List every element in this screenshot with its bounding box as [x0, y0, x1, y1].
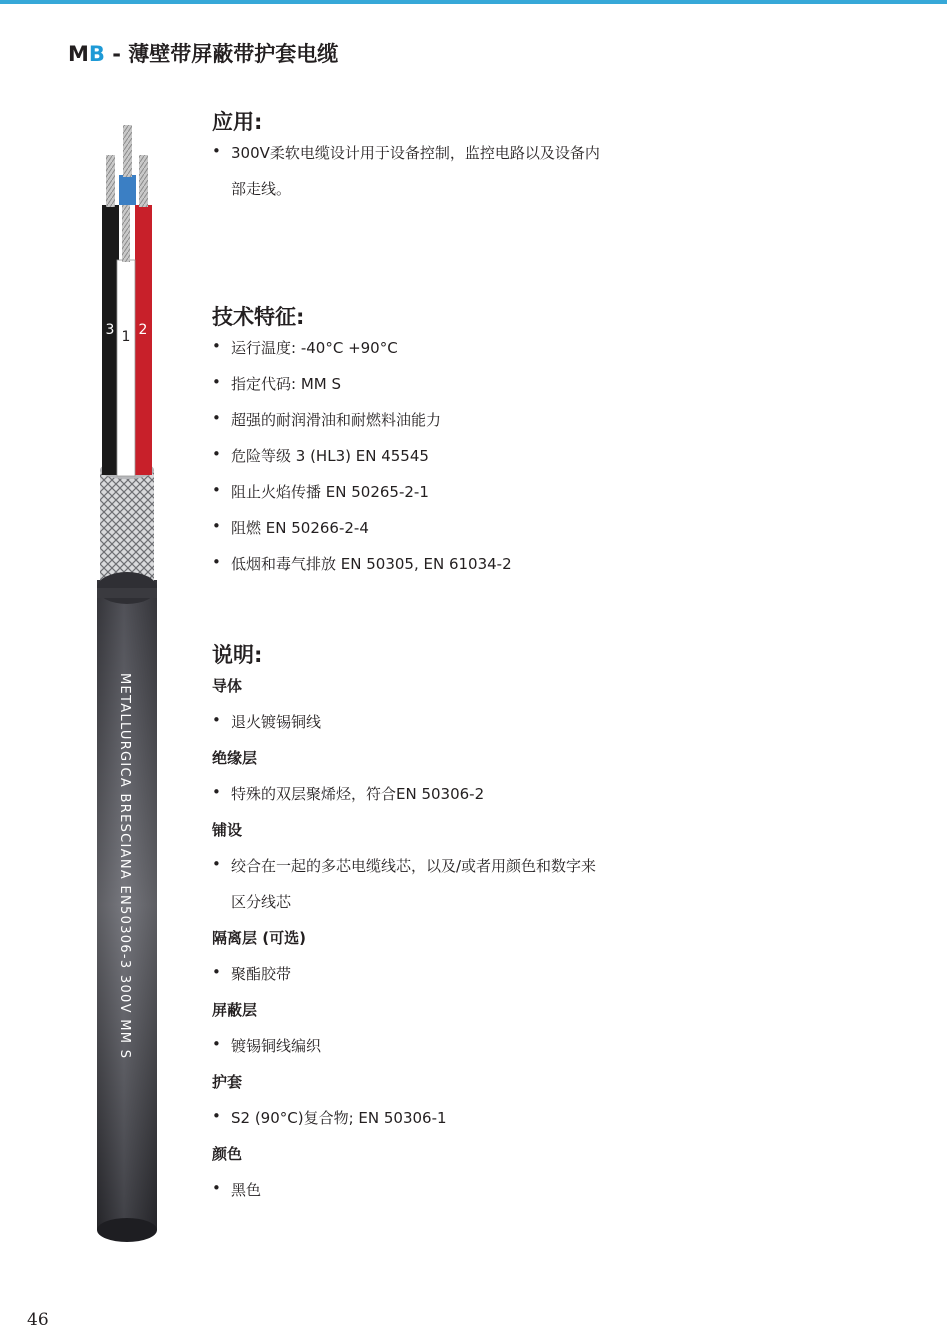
core-label-1: 1: [121, 329, 131, 345]
core-blue: [119, 125, 136, 205]
list-item-text: 特殊的双层聚烯烃，符合EN 50306-2: [231, 785, 485, 803]
laying-label: 铺设: [212, 821, 243, 839]
color-label: 颜色: [212, 1145, 243, 1163]
braid-screen: [97, 461, 157, 604]
insulation-label: 绝缘层: [212, 749, 258, 767]
list-item-text: 危险等级 3 (HL3) EN 45545: [231, 447, 429, 465]
bullet: •: [212, 855, 221, 873]
conductor-label: 导体: [212, 677, 243, 695]
page-number: 46: [27, 1310, 49, 1330]
bullet: •: [212, 481, 221, 499]
cable-illustration: [0, 0, 200, 1260]
bullet: •: [212, 1179, 221, 1197]
core-label-2: 2: [138, 322, 148, 338]
sheath-label: 护套: [212, 1073, 243, 1091]
core-label-3: 3: [105, 322, 115, 338]
application-heading: 应用:: [212, 110, 263, 134]
list-item-text: 阻止火焰传播 EN 50265-2-1: [231, 483, 429, 501]
bullet: •: [212, 445, 221, 463]
list-item-text: 指定代码: MM S: [231, 375, 341, 393]
list-item-text: 退火镀锡铜线: [231, 713, 322, 731]
list-item-text: 黑色: [231, 1181, 262, 1199]
bullet: •: [212, 1107, 221, 1125]
list-item-text: 低烟和毒气排放 EN 50305, EN 61034-2: [231, 555, 512, 573]
sheath-print: METALLURGICA BRESCIANA EN50306-3 300V MM S: [117, 673, 132, 1060]
description-heading: 说明:: [212, 643, 263, 667]
features-heading: 技术特征:: [212, 305, 305, 329]
core-black: [102, 155, 119, 475]
separator-label: 隔离层 (可选): [212, 929, 306, 947]
bullet: •: [212, 711, 221, 729]
list-item-text: 超强的耐润滑油和耐燃料油能力: [231, 411, 442, 429]
list-item-text: S2 (90°C)复合物; EN 50306-1: [231, 1109, 447, 1127]
bullet: •: [212, 409, 221, 427]
list-item-text: 绞合在一起的多芯电缆线芯，以及/或者用颜色和数字来: [231, 857, 597, 875]
bullet: •: [212, 963, 221, 981]
core-red: [135, 155, 152, 475]
list-item-text: 300V柔软电缆设计用于设备控制，监控电路以及设备内: [231, 144, 600, 162]
list-item-text: 阻燃 EN 50266-2-4: [231, 519, 369, 537]
bullet: •: [212, 337, 221, 355]
screen-label: 屏蔽层: [212, 1001, 258, 1019]
list-item-text: 部走线。: [231, 180, 292, 198]
list-item-text: 区分线芯: [231, 893, 292, 911]
bullet: •: [212, 373, 221, 391]
bullet: •: [212, 142, 221, 160]
title-text: - 薄壁带屏蔽带护套电缆: [104, 42, 339, 66]
bullet: •: [212, 1035, 221, 1053]
list-item-text: 聚酯胶带: [231, 965, 292, 983]
title-code-b: B: [88, 42, 105, 66]
bullet: •: [212, 517, 221, 535]
bullet: •: [212, 783, 221, 801]
list-item-text: 镀锡铜线编织: [231, 1037, 322, 1055]
list-item-text: 运行温度: -40°C +90°C: [231, 339, 398, 357]
bullet: •: [212, 553, 221, 571]
title-code-m: M: [68, 42, 89, 66]
